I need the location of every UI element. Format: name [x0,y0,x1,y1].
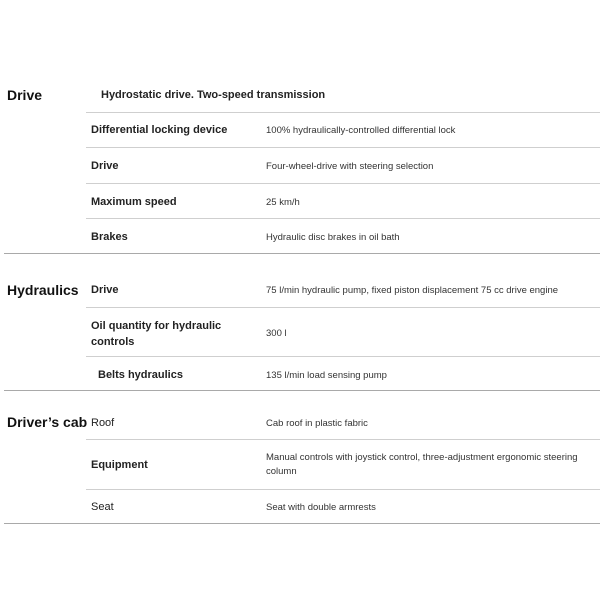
spec-label-roof: Roof [91,417,115,429]
spec-value-differential-locking-device: 100% hydraulically-controlled differential lock [266,125,456,136]
row-divider [86,307,600,308]
spec-value-maximum-speed: 25 km/h [266,197,300,208]
spec-label-differential-locking-device: Differential locking device [91,124,228,136]
spec-label-brakes: Brakes [91,231,128,243]
spec-value-drive: Four-wheel-drive with steering selection [266,161,434,172]
spec-label-maximum-speed: Maximum speed [91,196,177,208]
row-divider [86,356,600,357]
section-divider [4,390,600,391]
spec-value-oil-quantity: 300 l [266,328,287,339]
row-divider [86,489,600,490]
section-divider [4,253,600,254]
spec-label-seat: Seat [91,501,114,513]
spec-label-belts-hydraulics: Belts hydraulics [98,369,183,381]
section-divider [4,523,600,524]
spec-value-roof: Cab roof in plastic fabric [266,418,368,429]
spec-label-hydraulics-drive: Drive [91,284,119,296]
section-title-drivers-cab: Driver’s cab [7,414,88,430]
spec-label-drive: Drive [91,160,119,172]
row-divider [86,147,600,148]
spec-value-belts-hydraulics: 135 l/min load sensing pump [266,370,387,381]
spec-value-brakes: Hydraulic disc brakes in oil bath [266,232,400,243]
spec-value-hydraulics-drive: 75 l/min hydraulic pump, fixed piston displacement 75 cc drive engine [266,285,559,296]
row-divider [86,112,600,113]
spec-label-equipment: Equipment [91,459,148,471]
row-divider [86,218,600,219]
section-title-hydraulics: Hydraulics [7,282,79,298]
row-divider [86,183,600,184]
section-drive-header-note: Hydrostatic drive. Two-speed transmission [101,89,326,101]
spec-value-seat: Seat with double armrests [266,502,376,513]
row-divider [86,439,600,440]
spec-label-oil-quantity: Oil quantity for hydraulic controls [91,320,222,348]
section-title-drive: Drive [7,87,43,103]
spec-value-equipment: Manual controls with joystick control, three-adjustment ergonomic steering column [266,452,578,477]
